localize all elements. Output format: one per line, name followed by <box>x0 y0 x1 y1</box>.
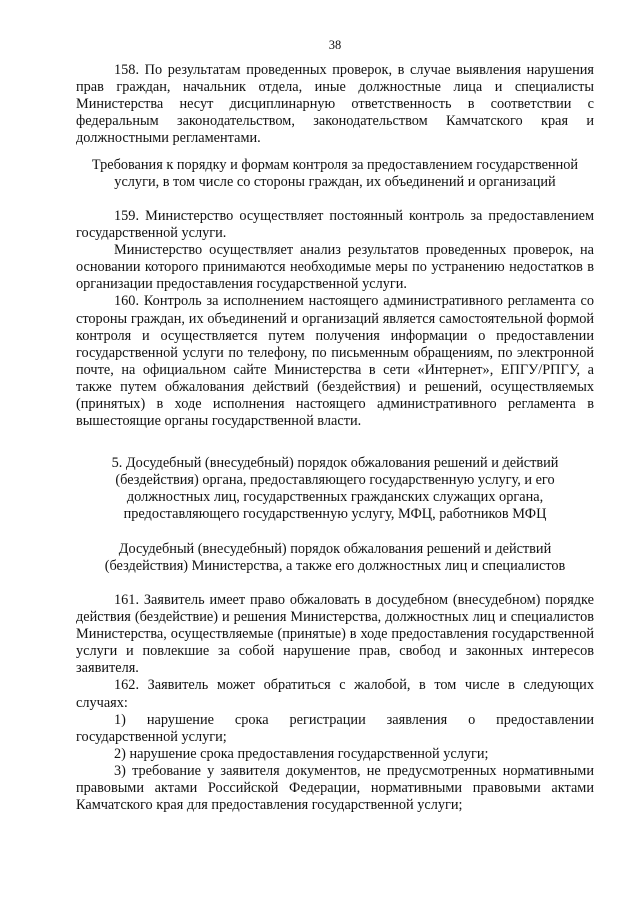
list-item-3: 3) требование у заявителя документов, не предусмотренных нормативными правовыми актами Российской Федерации, нормативными правовыми актами Камчатского края для предоставления государственной услуги; <box>76 762 594 814</box>
heading-control-requirements <box>76 157 594 191</box>
paragraph-159-analysis-text: Министерство осуществляет анализ результатов проведенных проверок, на основании которого принимаются необходимые меры по устранению недостатков в организации предоставления государственной услуги. <box>76 242 594 293</box>
paragraph-160-text: 160. Контроль за исполнением настоящего административного регламента со стороны граждан, их объединений и организаций является самостоятельной формой контроля и осуществляется путем получения информации о предоставлении государственной услуги по телефону, по письменным обращениям, по электронной почте, на официальном сайте Министерства в сети «Интернет», ЕПГУ/РПГУ, а также путем обжалования действий (бездействия) и решений, осуществляемых (принятых) в ходе исполнения настоящего административного регламента в вышестоящие органы государственной власти. <box>76 293 594 430</box>
heading-section-5-text: 5. Досудебный (внесудебный) порядок обжалования решений и действий (бездействия) органа, предоставляющего государственную услугу, и его должностных лиц, государственных гражданских служащих органа, предоставляющего государственную услугу, МФЦ, работников МФЦ <box>111 455 559 523</box>
paragraph-158 <box>76 62 594 147</box>
paragraph-158-text: 158. По результатам проведенных проверок, в случае выявления нарушения прав граждан, начальник отдела, иные должностные лица и специалисты Министерства несут дисциплинарную ответственность в соответствии с федеральным законодательством, законодательством Камчатского края и должностными регламентами. <box>76 62 594 147</box>
paragraph-159 <box>76 208 594 430</box>
heading-control-text: Требования к порядку и формам контроля за предоставлением государственной услуги, в том числе со стороны граждан, их объединений и организаций <box>91 157 579 191</box>
paragraph-161-text: 161. Заявитель имеет право обжаловать в досудебном (внесудебном) порядке действия (бездействие) и решения Министерства, должностных лиц и специалистов Министерства, осуществляемые (принятые) в ходе предоставления государственной услуги и повлекшие за собой нарушение прав, свобод и законных интересов заявителя. <box>76 592 594 677</box>
paragraph-159-text: 159. Министерство осуществляет постоянный контроль за предоставлением государственной услуги. <box>76 208 594 242</box>
heading-ministry-appeal-text: Досудебный (внесудебный) порядок обжалования решений и действий (бездействия) Министерства, а также его должностных лиц и специалистов <box>104 541 566 575</box>
heading-section-5 <box>76 455 594 523</box>
page-number: 38 <box>328 38 342 52</box>
heading-ministry-appeal <box>76 541 594 575</box>
list-item-2: 2) нарушение срока предоставления государственной услуги; <box>114 745 489 762</box>
paragraph-162-text: 162. Заявитель может обратиться с жалобой, в том числе в следующих случаях: <box>76 677 594 711</box>
paragraph-161-162 <box>76 592 594 814</box>
list-item-1: 1) нарушение срока регистрации заявления о предоставлении государственной услуги; <box>76 711 594 745</box>
